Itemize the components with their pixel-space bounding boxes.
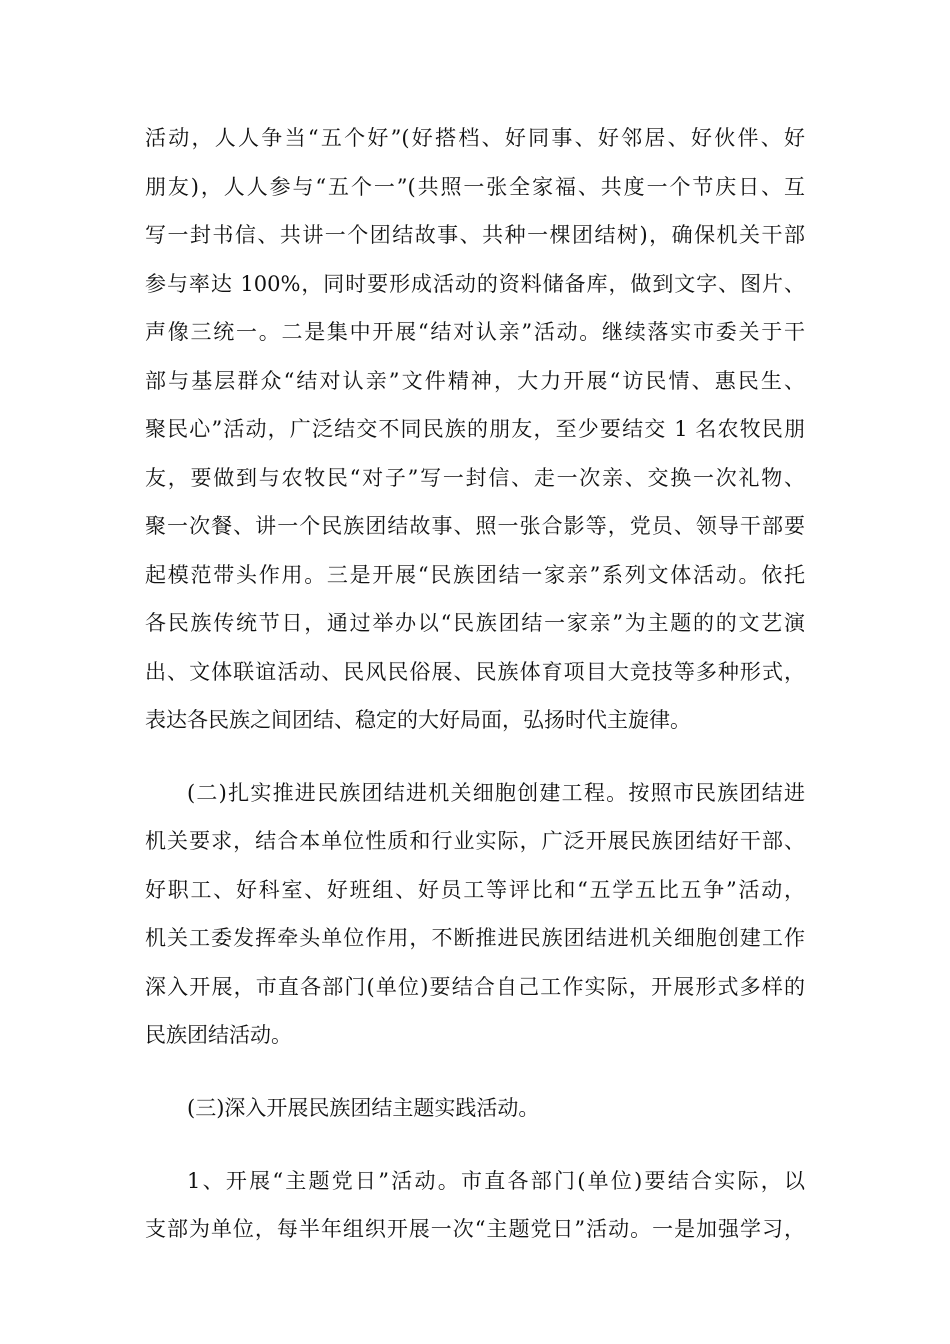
text-line: 民族团结活动。 xyxy=(145,1023,292,1047)
text-line: 参与率达 100%，同时要形成活动的资料储备库，做到文字、图片、 xyxy=(145,272,805,296)
text-line: 深入开展，市直各部门(单位)要结合自己工作实际，开展形式多样的 xyxy=(145,975,805,999)
text-line: 部与基层群众“结对认亲”文件精神，大力开展“访民情、惠民生、 xyxy=(145,369,805,393)
text-line: 写一封书信、共讲一个团结故事、共种一棵团结树)，确保机关干部 xyxy=(145,223,805,247)
text-line: 表达各民族之间团结、稳定的大好局面，弘扬时代主旋律。 xyxy=(145,708,691,732)
text-line: (三)深入开展民族团结主题实践活动。 xyxy=(187,1096,540,1120)
text-line: 各民族传统节日，通过举办以“民族团结一家亲”为主题的的文艺演 xyxy=(145,611,805,635)
text-line: 活动，人人争当“五个好”(好搭档、好同事、好邻居、好伙伴、好 xyxy=(145,126,805,150)
text-line: (二)扎实推进民族团结进机关细胞创建工程。按照市民族团结进 xyxy=(187,781,805,805)
text-line: 出、文体联谊活动、民风民俗展、民族体育项目大竞技等多种形式， xyxy=(145,660,805,684)
text-line: 机关工委发挥牵头单位作用，不断推进民族团结进机关细胞创建工作 xyxy=(145,926,805,950)
text-line: 1、开展“主题党日”活动。市直各部门(单位)要结合实际，以 xyxy=(187,1169,805,1193)
text-line: 友，要做到与农牧民“对子”写一封信、走一次亲、交换一次礼物、 xyxy=(145,466,805,490)
text-line: 朋友)，人人参与“五个一”(共照一张全家福、共度一个节庆日、互 xyxy=(145,175,805,199)
text-line: 聚民心”活动，广泛结交不同民族的朋友，至少要结交 1 名农牧民朋 xyxy=(145,417,805,441)
text-line: 起模范带头作用。三是开展“民族团结一家亲”系列文体活动。依托 xyxy=(145,563,805,587)
text-line: 机关要求，结合本单位性质和行业实际，广泛开展民族团结好干部、 xyxy=(145,829,805,853)
text-line: 声像三统一。二是集中开展“结对认亲”活动。继续落实市委关于干 xyxy=(145,320,805,344)
text-line: 聚一次餐、讲一个民族团结故事、照一张合影等，党员、领导干部要 xyxy=(145,514,805,538)
text-line: 支部为单位，每半年组织开展一次“主题党日”活动。一是加强学习， xyxy=(145,1217,805,1241)
text-line: 好职工、好科室、好班组、好员工等评比和“五学五比五争”活动， xyxy=(145,878,805,902)
